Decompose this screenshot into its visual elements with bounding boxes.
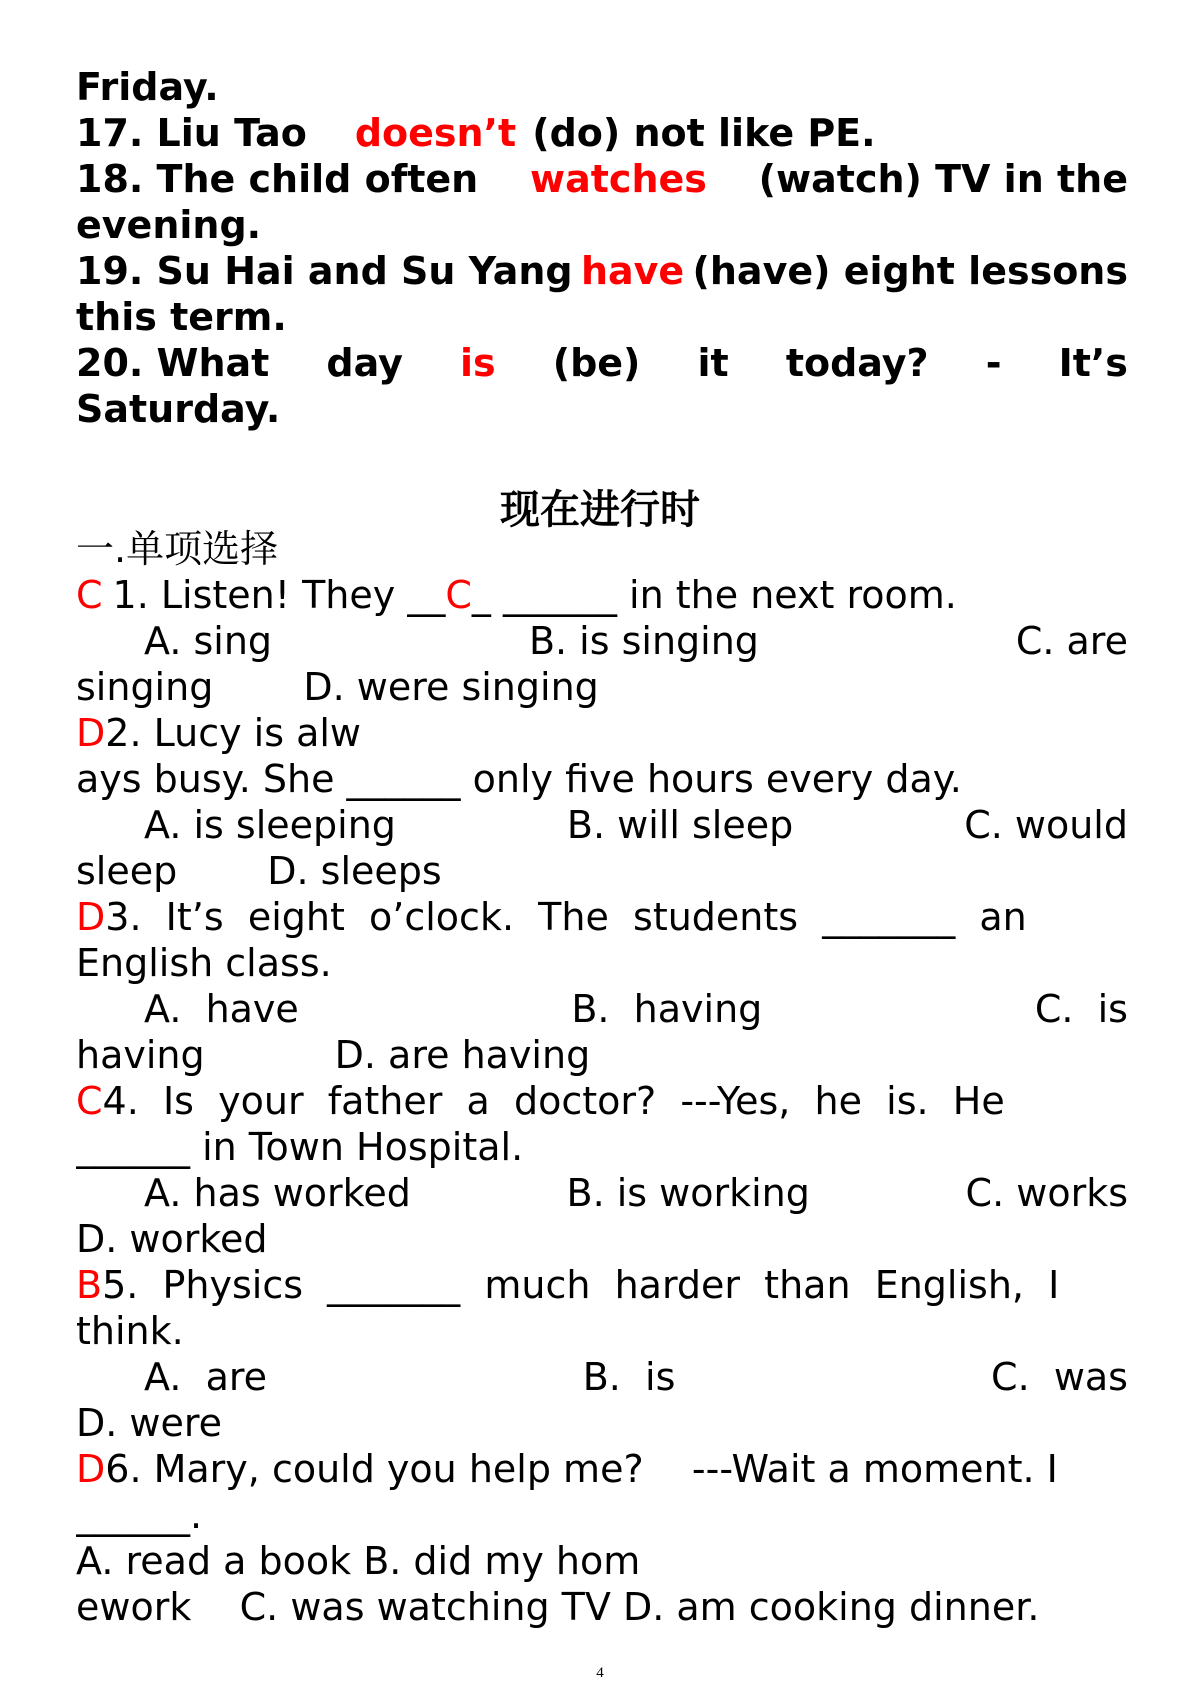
text-line <box>76 386 1128 432</box>
answer-mark: D <box>76 711 106 755</box>
options-line <box>76 664 1128 710</box>
answer-mark: D <box>76 1447 106 1491</box>
answer-text: have <box>580 249 685 293</box>
option-b: B. having <box>571 987 763 1031</box>
multiple-choice-section <box>76 526 1128 1630</box>
text-line <box>76 202 1128 248</box>
options-line <box>76 1400 1128 1446</box>
option-c: C. would <box>964 803 1128 847</box>
option-a: A. sing <box>144 619 273 663</box>
question-text: 18. The child often <box>76 157 479 201</box>
question-cont <box>76 1308 1128 1354</box>
options-line <box>76 848 1128 894</box>
mc-question-3 <box>76 894 1128 940</box>
option-d: D. were singing <box>303 665 599 709</box>
options-line <box>76 1032 1128 1078</box>
option-c: C. was <box>991 1355 1128 1399</box>
question-text: 19. Su Hai and Su Yang <box>76 249 573 293</box>
option-a: A. has worked <box>144 1171 411 1215</box>
question-text: today? <box>785 341 929 385</box>
line-text: Friday. <box>76 65 219 109</box>
option-b: B. is <box>582 1355 676 1399</box>
options-line <box>76 1538 1128 1584</box>
text-line <box>76 64 1128 110</box>
question-18 <box>76 156 1128 202</box>
option-d: D. worked <box>76 1217 268 1261</box>
options-line <box>76 1216 1128 1262</box>
question-text: 2. Lucy is alw <box>105 711 362 755</box>
options-line <box>76 802 1128 848</box>
answer-mark: C <box>76 1079 103 1123</box>
question-text: (do) not like PE. <box>532 111 876 155</box>
option-c-cont: having <box>76 1033 205 1077</box>
question-19 <box>76 248 1128 294</box>
question-text: - <box>985 341 1002 385</box>
options-text: A. read a book B. did my hom <box>76 1539 641 1583</box>
question-text: 6. Mary, could you help me? ---Wait a moment. I <box>105 1447 1058 1491</box>
option-b: B. will sleep <box>566 803 794 847</box>
question-text: ______ in Town Hospital. <box>76 1125 524 1169</box>
line-text: Saturday. <box>76 387 281 431</box>
question-text: _ ______ in the next room. <box>471 573 957 617</box>
option-b: B. is working <box>566 1171 810 1215</box>
line-text: evening. <box>76 203 262 247</box>
option-d: D. are having <box>334 1033 591 1077</box>
answer-mark: B <box>76 1263 103 1307</box>
option-d: D. were <box>76 1401 223 1445</box>
option-a: A. is sleeping <box>144 803 396 847</box>
page-number: 4 <box>596 1665 604 1681</box>
question-text: it <box>697 341 729 385</box>
subsection-title-text: 一.单项选择 <box>76 527 279 571</box>
fill-in-section <box>76 64 1128 432</box>
question-cont <box>76 1124 1128 1170</box>
mc-question-4 <box>76 1078 1128 1124</box>
question-cont <box>76 1492 1128 1538</box>
option-c: C. are <box>1015 619 1128 663</box>
option-a: A. are <box>144 1355 268 1399</box>
question-text: English class. <box>76 941 332 985</box>
option-d: D. sleeps <box>267 849 442 893</box>
options-line <box>76 1584 1128 1630</box>
question-text: (have) eight lessons <box>692 249 1128 293</box>
options-line <box>76 1170 1128 1216</box>
answer-mark: D <box>76 895 106 939</box>
option-c-cont: sleep <box>76 849 178 893</box>
option-c-cont: singing <box>76 665 214 709</box>
option-b: B. is singing <box>528 619 759 663</box>
question-text: ays busy. She ______ only five hours every day. <box>76 757 962 801</box>
line-text: this term. <box>76 295 287 339</box>
mc-question-6 <box>76 1446 1128 1492</box>
question-text: (be) <box>552 341 641 385</box>
mc-question-1 <box>76 572 1128 618</box>
mc-question-2 <box>76 710 1128 756</box>
mc-question-5 <box>76 1262 1128 1308</box>
options-line <box>76 1354 1128 1400</box>
question-20 <box>76 340 1128 386</box>
question-text: 4. Is your father a doctor? ---Yes, he is. He <box>102 1079 1005 1123</box>
question-text: It’s <box>1058 341 1128 385</box>
option-c: C. works <box>965 1171 1128 1215</box>
answer-text: watches <box>530 157 707 201</box>
options-line <box>76 618 1128 664</box>
text-line <box>76 294 1128 340</box>
question-text: 1. Listen! They __ <box>112 573 446 617</box>
question-cont <box>76 756 1128 802</box>
question-cont <box>76 940 1128 986</box>
options-line <box>76 986 1128 1032</box>
answer-text: C <box>445 573 472 617</box>
question-text: 20. What <box>76 341 270 385</box>
answer-text: is <box>459 341 496 385</box>
options-text: ework C. was watching TV D. am cooking dinner. <box>76 1585 1040 1629</box>
question-text: ______. <box>76 1493 203 1537</box>
question-text: 17. Liu Tao <box>76 111 307 155</box>
question-17 <box>76 110 1128 156</box>
option-a: A. have <box>144 987 299 1031</box>
question-text: day <box>326 341 403 385</box>
option-c: C. is <box>1034 987 1128 1031</box>
question-text: think. <box>76 1309 184 1353</box>
answer-text: doesn’t <box>354 111 517 155</box>
subsection-title <box>76 526 1128 572</box>
question-text: 5. Physics _______ much harder than English, I <box>102 1263 1060 1307</box>
question-text: 3. It’s eight o’clock. The students _______ an <box>105 895 1027 939</box>
answer-mark: C <box>76 573 103 617</box>
question-text: (watch) TV in the <box>758 157 1128 201</box>
section-title: 现在进行时 <box>500 487 700 533</box>
